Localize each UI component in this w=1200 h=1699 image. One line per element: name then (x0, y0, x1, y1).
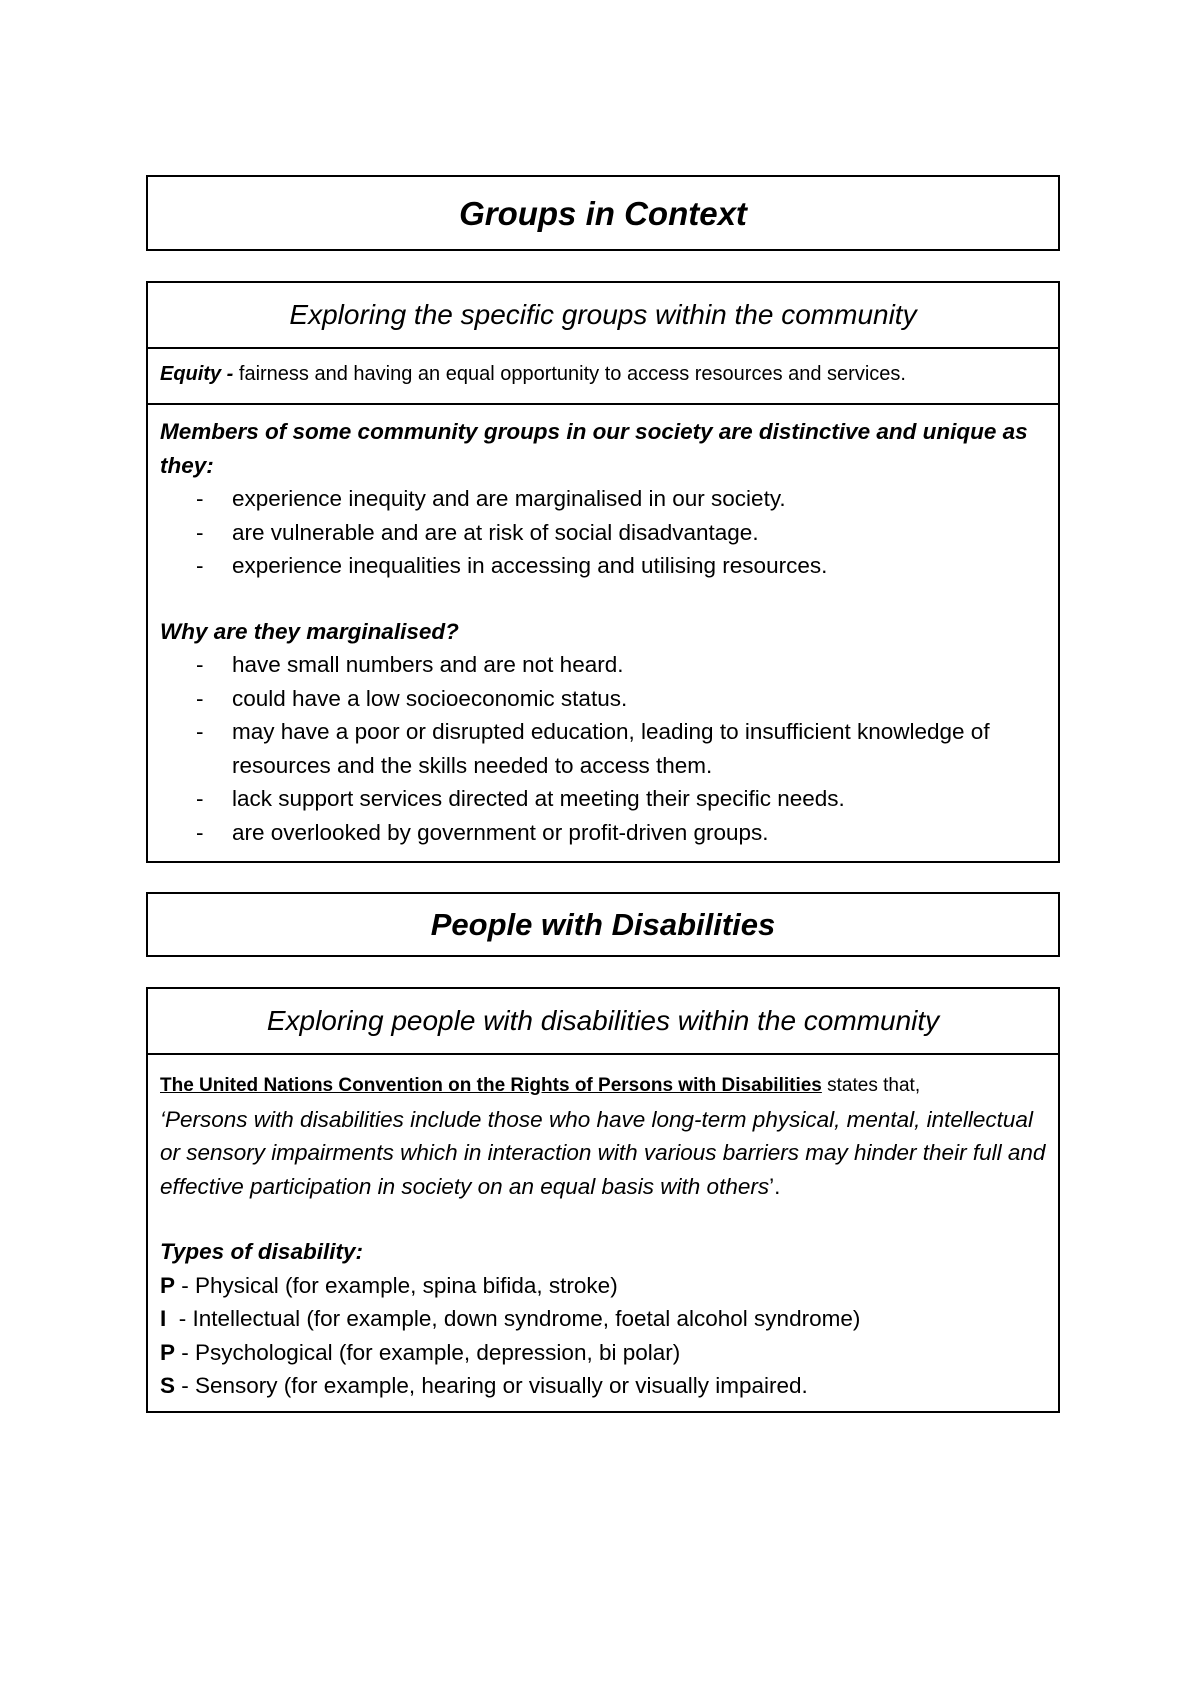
list-item-text: experience inequity and are marginalised in our society. (232, 486, 786, 511)
page-title: Groups in Context (459, 194, 747, 232)
type-text: - Physical (for example, spina bifida, stroke) (175, 1272, 618, 1298)
disability-type-physical (160, 1269, 1046, 1303)
convention-statement (160, 1067, 1046, 1103)
disabilities-title-box (146, 892, 1060, 957)
why-question: Why are they marginalised? (160, 618, 459, 644)
members-list (160, 482, 1046, 583)
type-text: - Sensory (for example, hearing or visually or visually impaired. (175, 1373, 808, 1398)
disabilities-section (146, 987, 1060, 1413)
convention-quote (160, 1103, 1046, 1204)
list-item (160, 549, 1046, 583)
page-title-box (146, 175, 1060, 251)
type-letter: S (160, 1373, 176, 1398)
dash-bullet: - (196, 519, 204, 545)
type-letter: P (160, 1339, 176, 1365)
list-item (160, 516, 1046, 550)
quote-open: ‘ (160, 1106, 165, 1132)
disability-type-psychological (160, 1336, 1046, 1370)
type-letter: P (160, 1272, 176, 1298)
disabilities-content (148, 1055, 1058, 1415)
spacer (160, 1203, 1046, 1235)
disabilities-title: People with Disabilities (430, 907, 776, 942)
list-item-text: are overlooked by government or profit-driven groups. (232, 819, 769, 845)
list-item-text: are vulnerable and are at risk of social disadvantage. (232, 519, 759, 545)
list-item-text: have small numbers and are not heard. (232, 652, 624, 677)
type-text: - Psychological (for example, depression, bi polar) (175, 1339, 681, 1365)
convention-states: states that, (821, 1075, 921, 1096)
list-item-text: lack support services directed at meeting their specific needs. (232, 786, 845, 811)
groups-section-header (148, 283, 1058, 349)
list-item (160, 715, 1046, 782)
members-content (148, 405, 1058, 861)
list-item-text: may have a poor or disrupted education, leading to insufficient knowledge of resources and the skills needed to access them. (232, 719, 990, 778)
why-list (160, 648, 1046, 849)
quote-close: ’. (769, 1173, 781, 1199)
list-item (160, 816, 1046, 850)
disabilities-section-heading: Exploring people with disabilities within the community (266, 1005, 940, 1036)
type-letter: I (160, 1306, 167, 1331)
disabilities-section-header (148, 989, 1058, 1055)
convention-name: The United Nations Convention on the Rights of Persons with Disabilities (160, 1075, 822, 1096)
list-item-text: experience inequalities in accessing and utilising resources. (232, 553, 828, 578)
quote-text: Persons with disabilities include those who have long-term physical, mental, intellectual or sensory impairments which in interaction with various barriers may hinder their full and effective participation in society on an equal basis with others (160, 1106, 1046, 1199)
dash-bullet: - (196, 786, 204, 811)
list-item (160, 482, 1046, 516)
list-item (160, 648, 1046, 682)
members-intro: Members of some community groups in our society are distinctive and unique as they: (160, 419, 1028, 478)
dash-bullet: - (196, 819, 204, 845)
type-text: - Intellectual (for example, down syndrome, foetal alcohol syndrome) (166, 1306, 861, 1331)
equity-definition-row (148, 349, 1058, 405)
disability-type-sensory (160, 1369, 1046, 1403)
disability-type-intellectual (160, 1302, 1046, 1336)
groups-section-heading: Exploring the specific groups within the community (289, 299, 917, 330)
spacer (160, 583, 1046, 615)
equity-definition: fairness and having an equal opportunity to access resources and services. (233, 363, 906, 385)
list-item (160, 782, 1046, 816)
list-item (160, 682, 1046, 716)
groups-section (146, 281, 1060, 863)
types-heading: Types of disability: (160, 1239, 363, 1264)
dash-bullet: - (196, 719, 204, 744)
dash-bullet: - (196, 486, 204, 511)
dash-bullet: - (196, 553, 204, 578)
dash-bullet: - (196, 685, 204, 711)
list-item-text: could have a low socioeconomic status. (232, 685, 628, 711)
dash-bullet: - (196, 652, 204, 677)
equity-term: Equity - (160, 363, 234, 385)
